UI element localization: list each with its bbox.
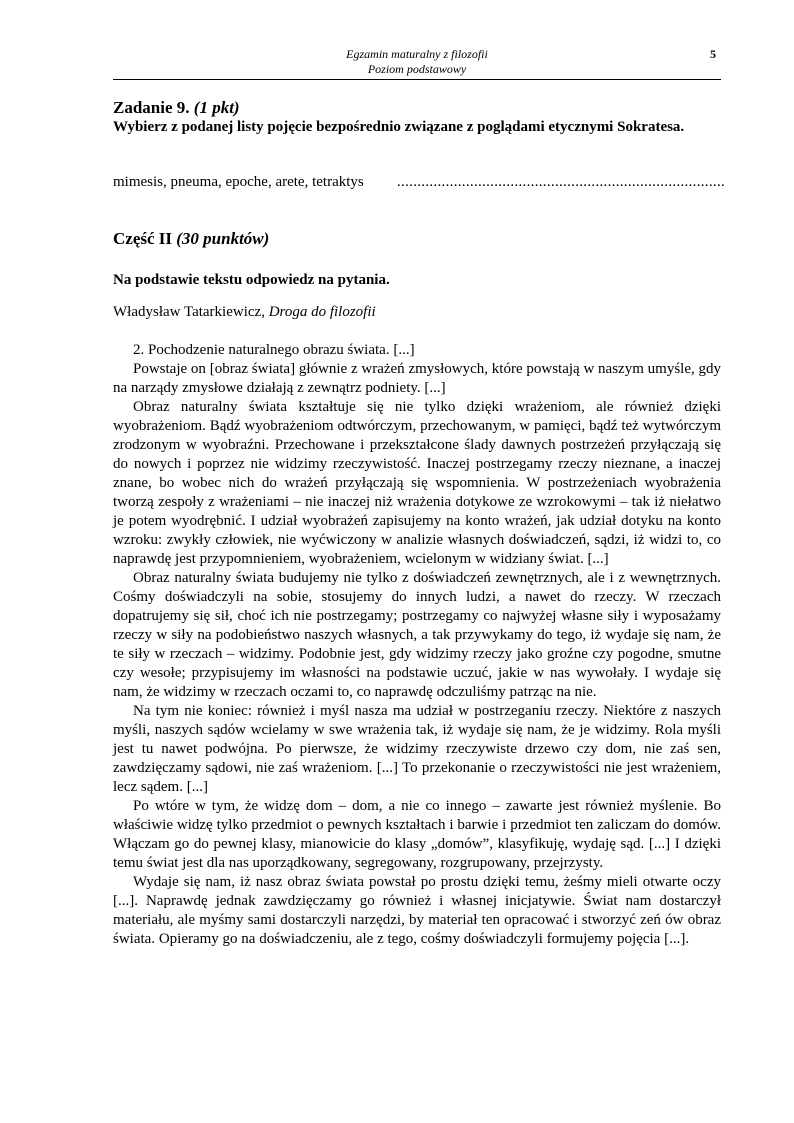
part-2-points: (30 punktów) — [176, 229, 270, 248]
task-9-answer-line[interactable]: ................................................................................. — [397, 174, 726, 190]
part-2-task: Na podstawie tekstu odpowiedz na pytania. — [113, 272, 390, 288]
task-9-options-row — [113, 173, 726, 192]
source-author: Władysław Tatarkiewicz, — [113, 304, 269, 320]
task-9-instruction: Wybierz z podanej listy pojęcie bezpośrednio związane z poglądami etycznymi Sokratesa. — [113, 119, 685, 135]
page-number: 5 — [710, 47, 716, 61]
task-9-options: mimesis, pneuma, epoche, arete, tetraktys — [113, 174, 364, 190]
paragraph: Powstaje on [obraz świata] głównie z wrażeń zmysłowych, które powstają w naszym umyśle, gdy na narządy zmysłowe działają z zewnątrz podniety. [...] — [113, 361, 721, 396]
part-2-title: Część II — [113, 229, 173, 248]
header-divider — [113, 79, 721, 80]
source-text — [113, 341, 721, 949]
task-9-points: (1 pkt) — [193, 98, 240, 117]
paragraph: Na tym nie koniec: również i myśl nasza ma udział w postrzeganiu rzeczy. Niektóre z naszych myśli, naszych sądów wcielamy w swe wrażenia tak, iż wydaje się nam, że je widzimy. Rola myśli jest tu nawet podwójna. Po pierwsze, że widzimy rzeczywiste drzewo czy dom, nie zaś sen, zawdzięczamy sądowi, nie zaś wrażeniom. [...] To przekonanie o rzeczywistości nie jest wrażeniem, lecz sądem. [...] — [113, 703, 721, 795]
paragraph: Po wtóre w tym, że widzę dom – dom, a nie co innego – zawarte jest również myślenie. Bo właściwie widzę tylko przedmiot o pewnych kształtach i barwie i przedmiot ten zaliczam do domów. Włączam go do pewnej klasy, mianowicie do klasy „domów”, klasyfikuję, wydaję sąd. [...] I dzięki temu świat jest dla nas uporządkowany, segregowany, rozgrupowany, przejrzysty. — [113, 798, 721, 871]
task-9-title: Zadanie 9. — [113, 98, 190, 117]
paragraph: 2. Pochodzenie naturalnego obrazu świata. [...] — [133, 342, 415, 358]
source-citation — [113, 303, 721, 322]
paragraph: Obraz naturalny świata kształtuje się nie tylko dzięki wrażeniom, ale również dzięki wyobrażeniom. Bądź wyobrażeniom odtwórczym, przechowanym, w pamięci, bądź też wytwórczym zrodzonym w wyobraźni. Przechowane i przekształcone ślady dawnych postrzeżeń przyłączają się do nowych i poprzez nie widzimy rzeczywistość. Inaczej postrzegamy rzeczy nieznane, a inaczej znane, bo wobec nich do wrażeń przyłączają się wspomnienia. W postrzeżeniach wyobrażenia tworzą zespoły z wrażeniami – nie inaczej niż wrażenia dotykowe ze wzrokowymi – tak iż niełatwo je potem wyodrębnić. I udział wyobrażeń zapisujemy na konto wrażeń, jak udział dotyku na konto wzroku: zwykły człowiek, nie wyćwiczony w analizie własnych doświadczeń, sądzi, iż widzi to, co naprawdę jest przypomnieniem, wyobrażeniem, wcielonym w widziany świat. [...] — [113, 399, 721, 567]
exam-level: Poziom podstawowy — [367, 62, 467, 76]
part-2-heading — [113, 228, 721, 249]
source-title: Droga do filozofii — [268, 304, 376, 320]
exam-title: Egzamin maturalny z filozofii — [346, 47, 488, 61]
task-9-heading — [113, 97, 721, 118]
paragraph: Obraz naturalny świata budujemy nie tylko z doświadczeń zewnętrznych, ale i z wewnętrznych. Cośmy doświadczyli na sobie, stosujemy do innych ludzi, a nawet do rzeczy. W rzeczach dopatrujemy się sił, choć ich nie postrzegamy; postrzegamy co najwyżej własne siły i wyposażamy rzeczy w siły na podobieństwo naszych własnych, a tak przywykamy do tego, iż wydaje się nam, że te siły w rzeczach – widzimy. Podobnie jest, gdy widzimy rzeczy jako groźne czy pogodne, smutne czy wesołe; przypisujemy im własności na podstawie uczuć, jakie w nas wywołały. I wydaje się nam, że widzimy w rzeczach oczami to, co naprawdę odczuliśmy patrząc na nie. — [113, 570, 721, 700]
paragraph: Wydaje się nam, iż nasz obraz świata powstał po prostu dzięki temu, żeśmy mieli otwarte oczy [...]. Naprawdę jednak zawdzięczamy go również i własnej inicjatywie. Świat nam dostarczył materiału, ale myśmy sami dostarczyli narzędzi, by materiał ten opracować i stworzyć zeń ów obraz świata. Opieramy go na doświadczeniu, ale z tego, cośmy doświadczyli formujemy pojęcia [...]. — [113, 874, 721, 947]
